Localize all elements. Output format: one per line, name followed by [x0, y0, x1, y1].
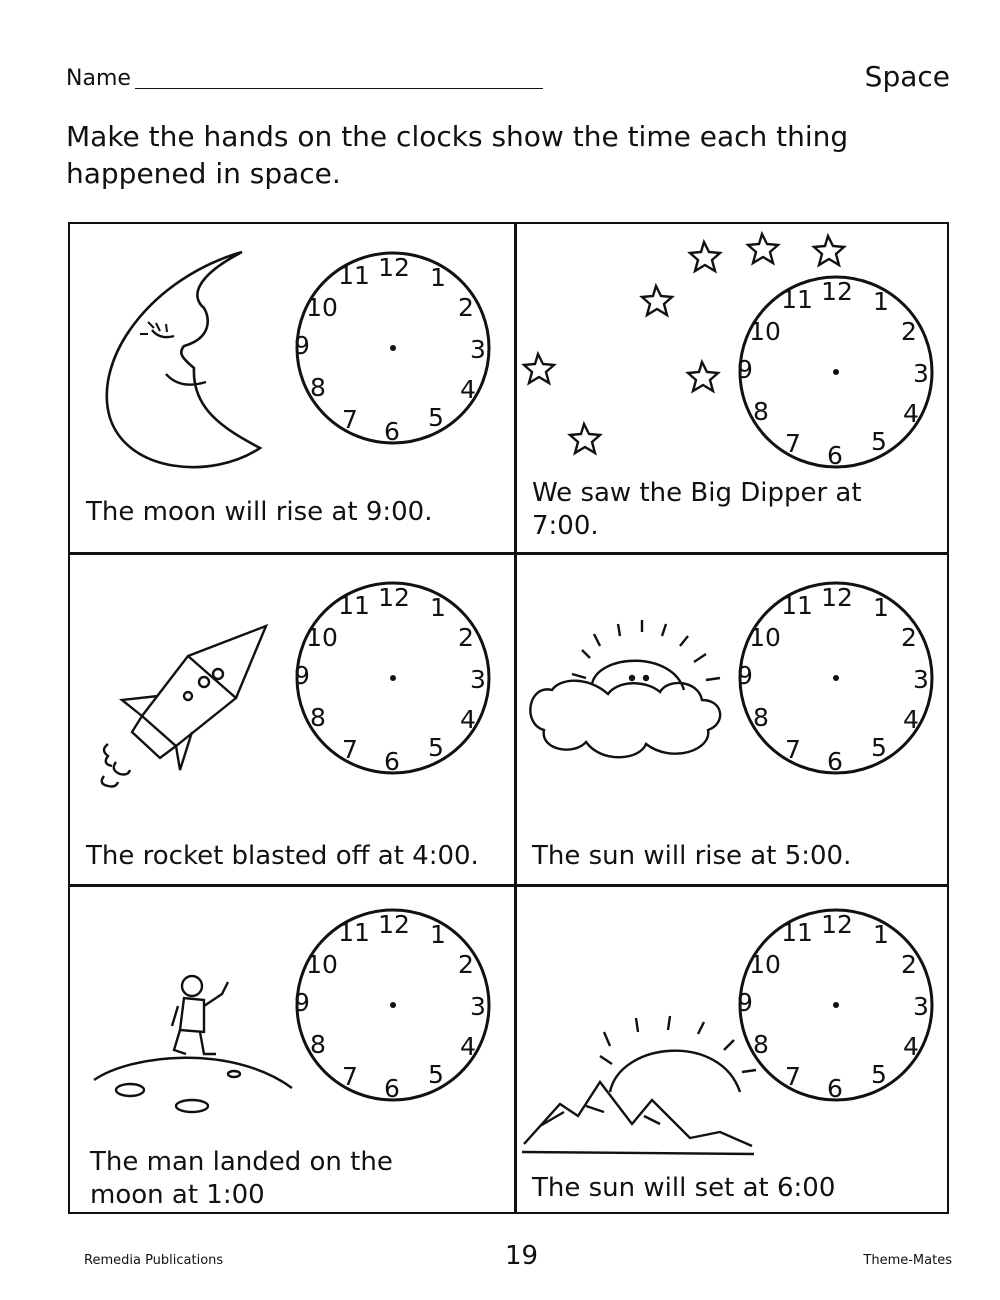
- sun-cloud-icon: [522, 614, 732, 788]
- astronaut-icon: [92, 970, 302, 1144]
- clock-number: 6: [827, 1074, 843, 1103]
- clock-number: 10: [749, 950, 781, 979]
- worksheet-topic: Space: [864, 60, 950, 93]
- clock-number: 3: [913, 992, 929, 1021]
- panel-caption: The man landed on the moon at 1:00: [90, 1147, 393, 1210]
- panel-caption: We saw the Big Dipper at 7:00.: [532, 478, 862, 541]
- panel-caption: The moon will rise at 9:00.: [86, 497, 433, 527]
- clock-number: 6: [384, 417, 400, 446]
- clock-number: 11: [338, 261, 370, 290]
- clock-number: 1: [430, 593, 446, 622]
- clock-number: 2: [458, 950, 474, 979]
- clock-number: 1: [873, 287, 889, 316]
- clock-number: 12: [378, 583, 410, 612]
- clock-number: 12: [378, 253, 410, 282]
- clock-number: 3: [470, 335, 486, 364]
- name-write-line[interactable]: [135, 88, 543, 89]
- clock-number: 5: [871, 427, 887, 456]
- clock-number: 4: [903, 399, 919, 428]
- clock-number: 9: [294, 331, 310, 360]
- clock-number: 11: [338, 591, 370, 620]
- clock-number: 6: [384, 1074, 400, 1103]
- clock-number: 4: [460, 375, 476, 404]
- clock-face[interactable]: [288, 578, 498, 778]
- clock-number: 2: [901, 950, 917, 979]
- clock-number: 9: [737, 355, 753, 384]
- clock-number: 8: [753, 703, 769, 732]
- clock-number: 1: [873, 593, 889, 622]
- clock-number: 7: [785, 429, 801, 458]
- clock-number: 10: [306, 950, 338, 979]
- clock-number: 11: [338, 918, 370, 947]
- clock-number: 7: [785, 1062, 801, 1091]
- clock-number: 10: [749, 317, 781, 346]
- clock-face[interactable]: [731, 905, 941, 1105]
- clock-number: 7: [342, 1062, 358, 1091]
- clock-number: 3: [913, 665, 929, 694]
- clock-face[interactable]: [731, 578, 941, 778]
- clock-number: 11: [781, 591, 813, 620]
- clock-number: 8: [310, 703, 326, 732]
- clock-number: 8: [310, 373, 326, 402]
- clock-face[interactable]: [731, 272, 941, 472]
- clock-number: 12: [821, 910, 853, 939]
- clock-number: 8: [753, 397, 769, 426]
- clock-number: 8: [310, 1030, 326, 1059]
- clock-face[interactable]: [288, 248, 498, 448]
- clock-number: 3: [470, 992, 486, 1021]
- clock-number: 10: [749, 623, 781, 652]
- clock-number: 3: [470, 665, 486, 694]
- page-number: 19: [505, 1241, 539, 1271]
- clock-number: 4: [903, 705, 919, 734]
- clock-number: 9: [294, 988, 310, 1017]
- clock-number: 2: [458, 293, 474, 322]
- clock-number: 9: [737, 661, 753, 690]
- clock-number: 4: [903, 1032, 919, 1061]
- clock-number: 9: [294, 661, 310, 690]
- clock-number: 4: [460, 1032, 476, 1061]
- clock-number: 2: [901, 623, 917, 652]
- panel-caption: The sun will set at 6:00: [532, 1173, 836, 1203]
- clock-number: 10: [306, 623, 338, 652]
- panel-caption: The rocket blasted off at 4:00.: [86, 841, 479, 871]
- clock-number: 11: [781, 918, 813, 947]
- rocket-icon: [96, 620, 276, 804]
- clock-number: 10: [306, 293, 338, 322]
- clock-number: 12: [821, 277, 853, 306]
- clock-number: 2: [458, 623, 474, 652]
- clock-number: 1: [430, 920, 446, 949]
- clock-number: 5: [428, 403, 444, 432]
- clock-number: 5: [428, 733, 444, 762]
- publisher-name: Remedia Publications: [84, 1253, 224, 1268]
- clock-number: 4: [460, 705, 476, 734]
- clock-number: 5: [871, 1060, 887, 1089]
- clock-number: 7: [342, 735, 358, 764]
- clock-number: 1: [430, 263, 446, 292]
- clock-number: 6: [384, 747, 400, 776]
- clock-number: 12: [378, 910, 410, 939]
- clock-number: 1: [873, 920, 889, 949]
- grid-divider-row-1: [68, 552, 949, 555]
- clock-number: 8: [753, 1030, 769, 1059]
- name-label: Name: [66, 66, 131, 91]
- clock-number: 5: [871, 733, 887, 762]
- clock-number: 5: [428, 1060, 444, 1089]
- series-name: Theme-Mates: [863, 1253, 952, 1268]
- clock-number: 12: [821, 583, 853, 612]
- clock-number: 6: [827, 441, 843, 470]
- sunset-mountains-icon: [520, 1012, 760, 1166]
- grid-divider-vertical: [514, 222, 517, 1214]
- clock-number: 11: [781, 285, 813, 314]
- clock-number: 7: [342, 405, 358, 434]
- clock-number: 6: [827, 747, 843, 776]
- grid-divider-row-2: [68, 884, 949, 887]
- clock-number: 9: [737, 988, 753, 1017]
- clock-number: 7: [785, 735, 801, 764]
- clock-face[interactable]: [288, 905, 498, 1105]
- instructions: Make the hands on the clocks show the time each thing happened in space.: [66, 120, 849, 190]
- moon-icon: [92, 248, 272, 482]
- clock-number: 3: [913, 359, 929, 388]
- clock-number: 2: [901, 317, 917, 346]
- panel-caption: The sun will rise at 5:00.: [532, 841, 852, 871]
